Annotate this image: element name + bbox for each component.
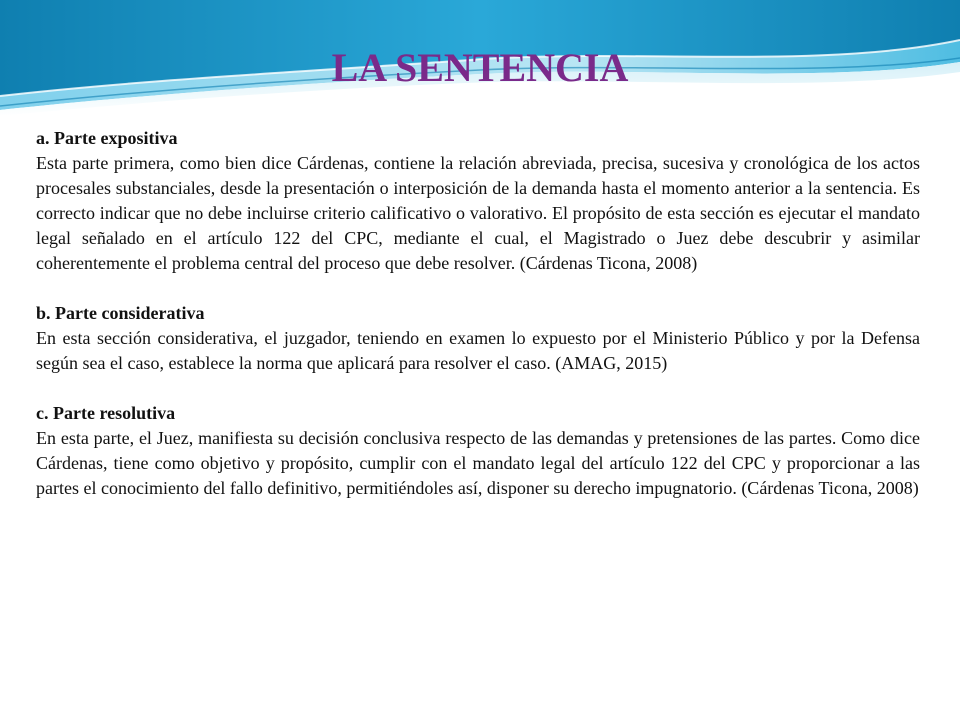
section-heading: a. Parte expositiva xyxy=(36,128,178,148)
content-body xyxy=(36,126,920,501)
section-expositiva xyxy=(36,126,920,276)
section-resolutiva xyxy=(36,401,920,501)
section-considerativa xyxy=(36,301,920,376)
section-paragraph: En esta parte, el Juez, manifiesta su decisión conclusiva respecto de las demandas y pretensiones de las partes. Como dice Cárdenas, tiene como objetivo y propósito, cumplir con el mandato legal del artículo 122 del CPC y proporcionar a las partes el conocimiento del fallo definitivo, permitiéndoles así, disponer su derecho impugnatorio. (Cárdenas Ticona, 2008) xyxy=(36,428,920,498)
section-heading: b. Parte considerativa xyxy=(36,303,205,323)
section-paragraph: Esta parte primera, como bien dice Cárdenas, contiene la relación abreviada, precisa, sucesiva y cronológica de los actos procesales substanciales, desde la presentación o interposición de la demanda hasta el momento anterior a la sentencia. Es correcto indicar que no debe incluirse criterio calificativo o valorativo. El propósito de esta sección es ejecutar el mandato legal señalado en el artículo 122 del CPC, mediante el cual, el Magistrado o Juez debe descubrir y asimilar coherentemente el problema central del proceso que debe resolver. (Cárdenas Ticona, 2008) xyxy=(36,153,920,273)
section-paragraph: En esta sección considerativa, el juzgador, teniendo en examen lo expuesto por el Ministerio Público y por la Defensa según sea el caso, establece la norma que aplicará para resolver el caso. (AMAG, 2015) xyxy=(36,328,920,373)
section-heading: c. Parte resolutiva xyxy=(36,403,176,423)
slide-title: LA SENTENCIA xyxy=(331,45,629,90)
